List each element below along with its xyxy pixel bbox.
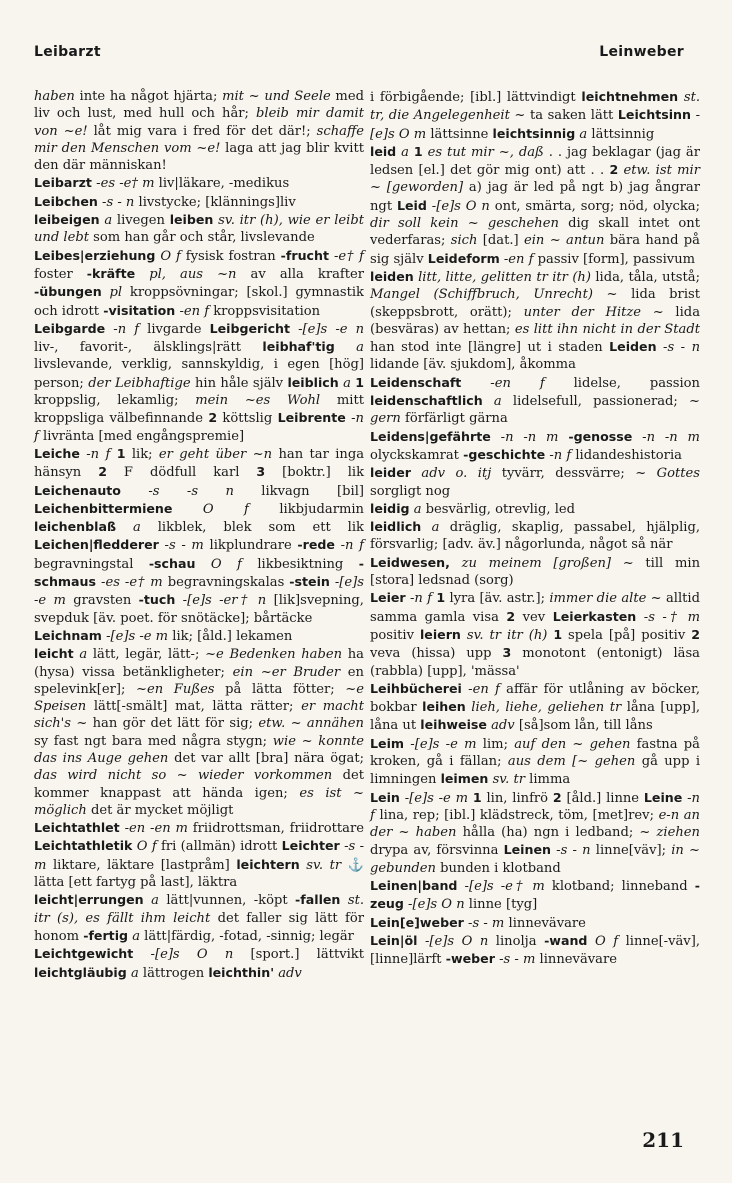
dictionary-entry: leicht a lätt, legär, lätt-; ~e Bedenken haben ha (hysa) vissa betänkligheter; ein ~er Bruder en spelevink[er]; ~en Fußes på lätta fötter; ~e Speisen lätt[-smält] mat, lätta rätter; er macht sich's ~ han gör det lätt för sig; etw. ~ annähen sy fast ngt bara med några stygn; wie ~ konnte das ins Auge gehen det var allt [bra] nära ögat; das wird nicht so ~ wieder vorkommen det kommer knappast att hända igen; es ist ~ möglich det är mycket möjligt — [34, 646, 365, 818]
dictionary-entry: i förbigående; [ibl.] lättvindigt leichtnehmen st. tr, die Angelegenheit ~ ta saken lätt Leichtsinn -[e]s O m lättsinne leichtsinnig a lättsinnig — [370, 89, 700, 142]
dictionary-entry: Leibarzt -es -e† m liv|läkare, -medikus — [34, 175, 290, 192]
dictionary-entry: leidlich a dräglig, skaplig, passabel, hjälplig, försvarlig; [adv. äv.] någorlunda, något så när — [370, 519, 700, 553]
dictionary-entry: Leibchen -s - n livstycke; [klännings]liv — [34, 193, 296, 210]
header-right-guideword: Leinweber — [599, 44, 684, 60]
dictionary-entry: Leidenschaft -en f lidelse, passion leidenschaftlich a lidelsefull, passionerad; ~ gern förfärligt gärna — [370, 374, 700, 427]
dictionary-entry: Leibes|erziehung O f fysisk fostran -frucht -e† f foster -kräfte pl, aus ~n av alla krafter -übungen pl kroppsövningar; [skol.] gymnastik och idrott -visitation -en f kroppsvisitation — [34, 247, 365, 319]
dictionary-entry: Leihbücherei -en f affär för utlåning av böcker, bokbar leihen lieh, liehe, geliehen tr låna [upp], låna ut leihweise adv [så]som lån, till låns — [370, 680, 700, 734]
dictionary-entry: Leichtgewicht -[e]s O n [sport.] lättvikt leichtgläubig a lättrogen leichthin' adv — [34, 946, 364, 981]
dictionary-entry: Lein|öl -[e]s O n linolja -wand O f linne[-väv], [linne]lärft -weber -s - m linnevävare — [370, 932, 700, 968]
dictionary-entry: leid a 1 es tut mir ~, daß . . jag beklagar (jag är ledsen [el.] det gör mig ont) att . . 2 etw. ist mir ~ [geworden] a) jag är led på ngt b) jag ångrar ngt Leid -[e]s O n ont, smärta, sorg; nöd, olycka; dir soll kein ~ geschehen dig skall intet ont vederfaras; sich [dat.] ein ~ antun bära hand på sig själv Leideform -en f passiv [form], passivum — [370, 143, 701, 267]
dictionary-entry: Leiche -n f 1 lik; er geht über ~n han tar inga hänsyn 2 F dödfull karl 3 [boktr.] lik Leichenauto -s -s n likvagn [bil] Leichenbittermiene O f likbjudarmin leichenblaß a likblek, blek som ett lik Leichen|fledderer -s - m likplundrare -rede -n f begravningstal -schau O f likbesiktning -schmaus -es -e† m begravningskalas -stein -[e]s -e m gravsten -tuch -[e]s -er† n [lik]svepning, svepduk [äv. poet. för snötäcke]; bårtäcke — [34, 445, 365, 626]
dictionary-entry: Lein[e]weber -s - m linnevävare — [370, 914, 586, 931]
page-number: 211 — [642, 1128, 684, 1152]
dictionary-entry: leicht|errungen a lätt|vunnen, -köpt -fallen st. itr (s), es fällt ihm leicht det faller sig lätt för honom -fertig a lätt|färdig, -fotad, -sinnig; legär — [34, 892, 364, 944]
dictionary-entry: Leinen|band -[e]s -e† m klotband; linneband -zeug -[e]s O n linne [tyg] — [370, 878, 700, 913]
dictionary-entry: Leichnam -[e]s -e m lik; [åld.] lekamen — [34, 627, 293, 644]
dictionary-entry: leibeigen a livegen leiben sv. itr (h), wie er leibt und lebt som han går och står, livslevande — [34, 212, 364, 246]
left-column — [34, 88, 364, 982]
dictionary-entry: Leidens|gefährte -n -n m -genosse -n -n m olyckskamrat -geschichte -n f lidandeshistoria — [370, 428, 700, 463]
right-column — [370, 88, 700, 969]
dictionary-entry: Leim -[e]s -e m lim; auf den ~ gehen fastna på kroken, gå i fällan; aus dem [~ gehen gå upp i limningen leimen sv. tr limma — [370, 735, 701, 788]
dictionary-entry: leider adv o. itj tyvärr, dessvärre; ~ Gottes sorgligt nog — [370, 465, 700, 499]
dictionary-entry: Lein -[e]s -e m 1 lin, linfrö 2 [åld.] linne Leine -n f lina, rep; [ibl.] klädstreck, töm, [met]rev; e-n an der ~ haben hålla (ha) ngn i ledband; ~ ziehen drypa av, försvinna Leinen -s - n linne[väv]; in ~ gebunden bunden i klotband — [370, 789, 700, 876]
dictionary-entry: Leier -n f 1 lyra [äv. astr.]; immer die alte ~ alltid samma gamla visa 2 vev Leierkasten -s -† m positiv leiern sv. tr itr (h) 1 spela [på] positiv 2 veva (hissa) upp 3 monotont (entonigt) läsa (rabbla) [upp], 'mässa' — [370, 590, 701, 679]
header-left-guideword: Leibarzt — [34, 44, 101, 60]
dictionary-entry: Leidwesen, zu meinem [großen] ~ till min [stora] ledsnad (sorg) — [370, 554, 701, 589]
dictionary-entry: Leibgarde -n f livgarde Leibgericht -[e]s -e n liv-, favorit-, älsklings|rätt leibhaf'tig a livslevande, verklig, sannskyldig, i egen [hög] person; der Leibhaftige hin håle själv leiblich a 1 kroppslig, lekamlig; mein ~es Wohl mitt kroppsliga välbefinnande 2 köttslig Leibrente -n f livränta [med engångspremie] — [34, 320, 364, 444]
dictionary-entry: leiden litt, litte, gelitten tr itr (h) lida, tåla, utstå; Mangel (Schiffbruch, Unrecht) ~ lida brist (skeppsbrott, orätt); unter der Hitze ~ lida (besväras) av hettan; es litt ihn nicht in der Stadt han stod inte [längre] ut i staden Leiden -s - n lidande [äv. sjukdom], åkomma — [370, 268, 701, 373]
dictionary-entry: leidig a besvärlig, otrevlig, led — [370, 500, 576, 517]
dictionary-entry: haben inte ha något hjärta; mit ~ und Seele med liv och lust, med hull och hår; bleib mir damit von ~e! låt mig vara i fred för det där!; schaffe mir den Menschen vom ~e! laga att jag blir kvitt den där människan! — [34, 89, 364, 174]
dictionary-entry: Leichtathlet -en -en m friidrottsman, friidrottare Leichtathletik O f fri (allmän) idrott Leichter -s - m liktare, läktare [lastpråm] leichtern sv. tr ⚓ lätta [ett fartyg på last], läktra — [34, 820, 365, 891]
